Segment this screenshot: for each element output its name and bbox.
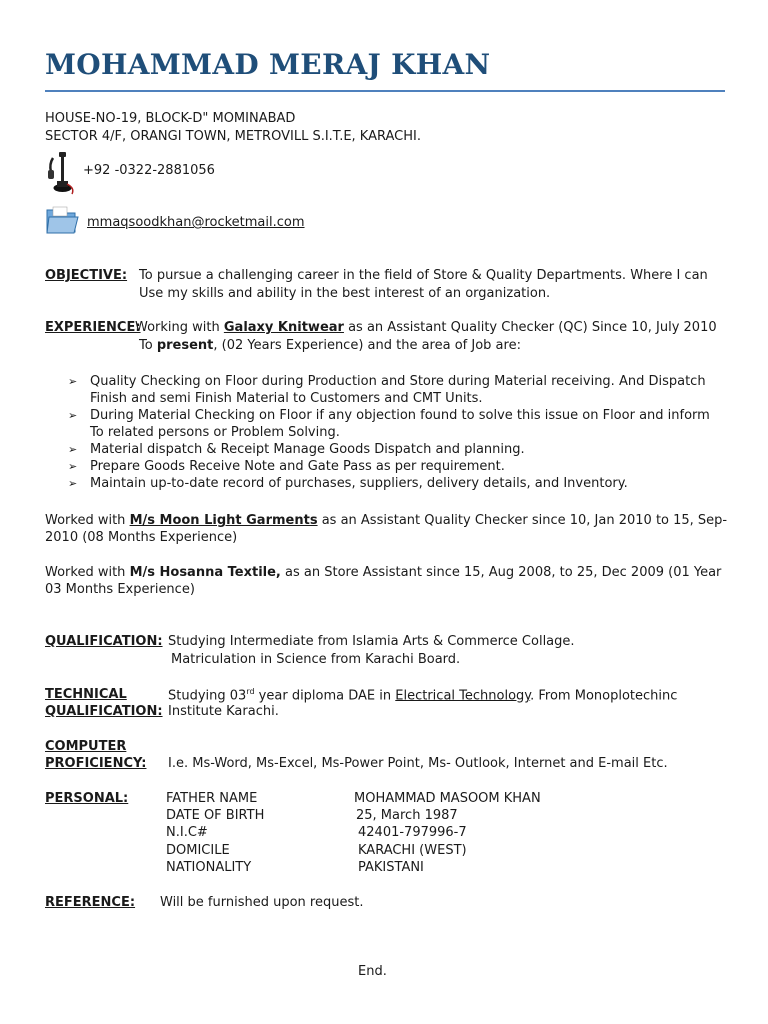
experience-label: EXPERIENCE: (45, 320, 141, 335)
personal-key: NATIONALITY (166, 860, 252, 875)
qualification-line-2: Matriculation in Science from Karachi Board. (171, 652, 461, 667)
personal-label: PERSONAL: (45, 791, 129, 806)
technical-label-2: QUALIFICATION: (45, 704, 163, 719)
duty-item: ➢ During Material Checking on Floor if any objection found to solve this issue on Floor and inform To related persons or Problem Solving. (68, 407, 710, 441)
reference-label: REFERENCE: (45, 895, 136, 910)
telephone-icon (45, 150, 79, 196)
reference-text: Will be furnished upon request. (160, 895, 364, 910)
header-rule (45, 90, 725, 92)
experience-intro: Working with Galaxy Knitwear as an Assistant Quality Checker (QC) Since 10, July 2010 (135, 320, 717, 335)
personal-key: N.I.C# (166, 825, 208, 840)
hosanna-experience-line-1: Worked with M/s Hosanna Textile, as an Store Assistant since 15, Aug 2008, to 25, Dec 2009 (01 Year (45, 565, 722, 580)
hosanna-experience-line-2: 03 Months Experience) (45, 582, 195, 597)
personal-value: MOHAMMAD MASOOM KHAN (354, 791, 541, 806)
personal-value: 25, March 1987 (356, 808, 458, 823)
phone-number: +92 -0322-2881056 (83, 163, 215, 178)
address-line-1: HOUSE-NO-19, BLOCK-D" MOMINABAD (45, 111, 296, 126)
end-marker: End. (358, 964, 387, 979)
objective-line-1: To pursue a challenging career in the field of Store & Quality Departments. Where I can (139, 268, 708, 283)
personal-key: DOMICILE (166, 843, 230, 858)
company-hosanna: M/s Hosanna Textile, (129, 565, 281, 580)
personal-value: KARACHI (WEST) (358, 843, 467, 858)
qualification-label: QUALIFICATION: (45, 634, 163, 649)
computer-skills: I.e. Ms-Word, Ms-Excel, Ms-Power Point, Ms- Outlook, Internet and E-mail Etc. (168, 756, 668, 771)
applicant-name: MOHAMMAD MERAJ KHAN (45, 48, 491, 81)
moonlight-experience-line-2: 2010 (08 Months Experience) (45, 530, 238, 545)
address-line-2: SECTOR 4/F, ORANGI TOWN, METROVILL S.I.T.E, KARACHI. (45, 129, 421, 144)
personal-key: FATHER NAME (166, 791, 258, 806)
experience-intro-line-2: To present, (02 Years Experience) and the area of Job are: (139, 338, 521, 353)
company-galaxy-knitwear: Galaxy Knitwear (223, 320, 344, 335)
computer-label-2: PROFICIENCY: (45, 756, 147, 771)
folder-icon (45, 204, 79, 236)
personal-value: 42401-797996-7 (358, 825, 467, 840)
personal-key: DATE OF BIRTH (166, 808, 265, 823)
technical-line-1: Studying 03rd year diploma DAE in Electrical Technology. From Monoplotechinc (168, 687, 678, 704)
duty-item: ➢ Maintain up-to-date record of purchases, suppliers, delivery details, and Inventory. (68, 475, 710, 492)
duty-item: ➢ Prepare Goods Receive Note and Gate Pass as per requirement. (68, 458, 710, 475)
objective-label: OBJECTIVE: (45, 268, 128, 283)
field-electrical-technology: Electrical Technology (395, 688, 531, 704)
moonlight-experience-line-1: Worked with M/s Moon Light Garments as an Assistant Quality Checker since 10, Jan 2010 to 15, Sep- (45, 513, 728, 528)
qualification-line-1: Studying Intermediate from Islamia Arts & Commerce Collage. (168, 634, 575, 649)
objective-line-2: Use my skills and ability in the best interest of an organization. (139, 286, 551, 301)
email-link[interactable]: mmaqsoodkhan@rocketmail.com (87, 215, 305, 230)
duty-item: ➢ Material dispatch & Receipt Manage Goods Dispatch and planning. (68, 441, 710, 458)
personal-value: PAKISTANI (358, 860, 424, 875)
duties-list (68, 373, 710, 492)
computer-label-1: COMPUTER (45, 739, 127, 754)
company-moon-light: M/s Moon Light Garments (129, 513, 318, 528)
duty-item: ➢ Quality Checking on Floor during Production and Store during Material receiving. And Dispatch Finish and semi Finish Material to Customers and CMT Units. (68, 373, 710, 407)
technical-label-1: TECHNICAL (45, 687, 127, 702)
technical-line-2: Institute Karachi. (168, 704, 279, 719)
